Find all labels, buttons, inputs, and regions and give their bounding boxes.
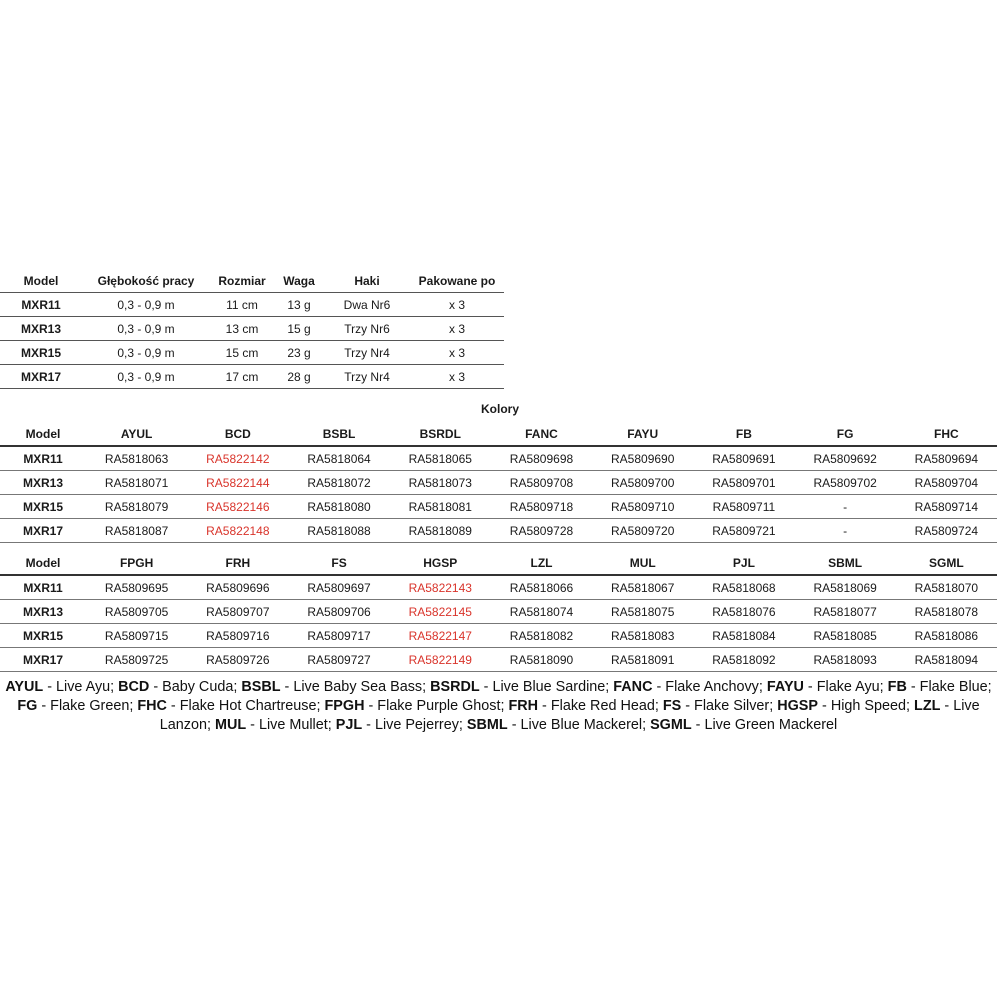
- legend-code: AYUL: [5, 679, 44, 695]
- legend-description: Flake Hot Chartreuse: [179, 698, 317, 714]
- table-cell: RA5822149: [390, 648, 491, 672]
- table-cell: RA5809715: [86, 624, 187, 648]
- table-cell: 0,3 - 0,9 m: [82, 365, 210, 389]
- table-cell: 11 cm: [210, 293, 274, 317]
- column-header-haki: Haki: [324, 269, 410, 293]
- table-cell: RA5818072: [288, 471, 389, 495]
- table-cell: RA5809707: [187, 600, 288, 624]
- table-cell: RA5809721: [693, 519, 794, 543]
- table-cell: RA5809695: [86, 575, 187, 600]
- table-cell: RA5818070: [896, 575, 997, 600]
- table-cell: RA5818086: [896, 624, 997, 648]
- model-cell: MXR11: [0, 575, 86, 600]
- legend-code: MUL: [214, 717, 247, 733]
- model-cell: MXR13: [0, 317, 82, 341]
- legend-description: Flake Purple Ghost: [377, 698, 501, 714]
- column-header-waga: Waga: [274, 269, 324, 293]
- table-cell: RA5809705: [86, 600, 187, 624]
- legend-description: Live Mullet: [258, 717, 328, 733]
- model-cell: MXR17: [0, 519, 86, 543]
- specification-table: [0, 269, 504, 389]
- table-cell: RA5818078: [896, 600, 997, 624]
- table-row: [0, 600, 997, 624]
- table-cell: RA5818077: [795, 600, 896, 624]
- table-cell: RA5809724: [896, 519, 997, 543]
- table-cell: RA5809718: [491, 495, 592, 519]
- column-header-sgml: SGML: [896, 551, 997, 575]
- legend-code: SGML: [650, 717, 692, 733]
- legend-code: BSBL: [241, 679, 281, 695]
- table-cell: -: [795, 519, 896, 543]
- legend-description: Flake Silver: [694, 698, 770, 714]
- legend-description: Live Ayu: [56, 679, 111, 695]
- table-cell: RA5818083: [592, 624, 693, 648]
- table-cell: RA5809728: [491, 519, 592, 543]
- column-header-model: Model: [0, 422, 86, 446]
- table-cell: RA5818081: [390, 495, 491, 519]
- column-header-fpgh: FPGH: [86, 551, 187, 575]
- model-cell: MXR15: [0, 341, 82, 365]
- colors-title: Kolory: [480, 402, 519, 416]
- table-row: [0, 365, 504, 389]
- model-cell: MXR11: [0, 293, 82, 317]
- model-cell: MXR11: [0, 446, 86, 471]
- table-cell: RA5818092: [693, 648, 794, 672]
- table-cell: RA5818069: [795, 575, 896, 600]
- table-cell: RA5809701: [693, 471, 794, 495]
- table-cell: RA5818063: [86, 446, 187, 471]
- table-cell: Trzy Nr4: [324, 341, 410, 365]
- table-row: [0, 624, 997, 648]
- table-cell: RA5818090: [491, 648, 592, 672]
- table-cell: RA5809716: [187, 624, 288, 648]
- table-cell: RA5809710: [592, 495, 693, 519]
- legend-code: FRH: [508, 698, 539, 714]
- table-cell: RA5822143: [390, 575, 491, 600]
- column-header-fhc: FHC: [896, 422, 997, 446]
- table-cell: 15 cm: [210, 341, 274, 365]
- table-cell: RA5809725: [86, 648, 187, 672]
- table-cell: RA5809727: [288, 648, 389, 672]
- table-cell: RA5818075: [592, 600, 693, 624]
- table-cell: RA5809700: [592, 471, 693, 495]
- table-cell: RA5818064: [288, 446, 389, 471]
- column-header-fanc: FANC: [491, 422, 592, 446]
- column-header-fs: FS: [288, 551, 389, 575]
- table-cell: RA5818080: [288, 495, 389, 519]
- table-cell: RA5809720: [592, 519, 693, 543]
- table-cell: RA5809694: [896, 446, 997, 471]
- legend-code: FANC: [613, 679, 653, 695]
- legend-code: BCD: [118, 679, 150, 695]
- table-row: [0, 341, 504, 365]
- table-cell: RA5809714: [896, 495, 997, 519]
- table-cell: RA5822142: [187, 446, 288, 471]
- model-cell: MXR13: [0, 600, 86, 624]
- table-cell: RA5822148: [187, 519, 288, 543]
- table-cell: RA5818073: [390, 471, 491, 495]
- legend-code: HGSP: [777, 698, 819, 714]
- column-header-bsbl: BSBL: [288, 422, 389, 446]
- table-cell: 13 cm: [210, 317, 274, 341]
- table-cell: RA5809711: [693, 495, 794, 519]
- table-cell: RA5818085: [795, 624, 896, 648]
- model-cell: MXR17: [0, 648, 86, 672]
- table-cell: RA5809717: [288, 624, 389, 648]
- table-cell: RA5818093: [795, 648, 896, 672]
- column-header-bsrdl: BSRDL: [390, 422, 491, 446]
- column-header-bcd: BCD: [187, 422, 288, 446]
- legend-code: FAYU: [766, 679, 804, 695]
- table-row: [0, 446, 997, 471]
- table-cell: RA5809696: [187, 575, 288, 600]
- table-row: [0, 495, 997, 519]
- table-cell: 15 g: [274, 317, 324, 341]
- table-cell: 0,3 - 0,9 m: [82, 317, 210, 341]
- table-cell: x 3: [410, 341, 504, 365]
- legend-description: Live Blue Sardine: [492, 679, 606, 695]
- table-cell: RA5818089: [390, 519, 491, 543]
- table-cell: RA5818084: [693, 624, 794, 648]
- table-cell: 23 g: [274, 341, 324, 365]
- legend-code: FB: [887, 679, 907, 695]
- table-cell: RA5818091: [592, 648, 693, 672]
- table-cell: RA5818071: [86, 471, 187, 495]
- table-cell: -: [795, 495, 896, 519]
- legend-code: FS: [662, 698, 682, 714]
- column-header-model: Model: [0, 551, 86, 575]
- table-cell: RA5818094: [896, 648, 997, 672]
- legend-description: Live Lanzon: [159, 698, 980, 733]
- table-cell: RA5809708: [491, 471, 592, 495]
- legend-description: Live Green Mackerel: [704, 717, 838, 733]
- table-cell: RA5822145: [390, 600, 491, 624]
- table-cell: RA5818087: [86, 519, 187, 543]
- table-cell: RA5809706: [288, 600, 389, 624]
- table-row: [0, 575, 997, 600]
- table-cell: RA5818082: [491, 624, 592, 648]
- legend-code: FHC: [137, 698, 167, 714]
- legend-code: BSRDL: [430, 679, 480, 695]
- table-cell: Dwa Nr6: [324, 293, 410, 317]
- legend-description: Live Pejerrey: [374, 717, 459, 733]
- table-cell: RA5809697: [288, 575, 389, 600]
- table-cell: RA5818066: [491, 575, 592, 600]
- legend-code: LZL: [914, 698, 941, 714]
- column-header-lzl: LZL: [491, 551, 592, 575]
- column-header-fayu: FAYU: [592, 422, 693, 446]
- legend-description: Flake Green: [50, 698, 130, 714]
- table-cell: RA5818067: [592, 575, 693, 600]
- table-row: [0, 648, 997, 672]
- table-cell: RA5809692: [795, 446, 896, 471]
- column-header-ayul: AYUL: [86, 422, 187, 446]
- legend-code: FG: [17, 698, 38, 714]
- column-header-pjl: PJL: [693, 551, 794, 575]
- model-cell: MXR15: [0, 495, 86, 519]
- legend-description: Flake Red Head: [550, 698, 655, 714]
- table-cell: RA5809704: [896, 471, 997, 495]
- legend-description: Flake Anchovy: [665, 679, 759, 695]
- table-cell: x 3: [410, 293, 504, 317]
- legend-description: High Speed: [830, 698, 907, 714]
- table-cell: RA5822147: [390, 624, 491, 648]
- model-cell: MXR13: [0, 471, 86, 495]
- table-row: [0, 471, 997, 495]
- column-header-rozmiar: Rozmiar: [210, 269, 274, 293]
- table-cell: RA5818076: [693, 600, 794, 624]
- legend-description: Flake Ayu: [816, 679, 880, 695]
- table-row: [0, 519, 997, 543]
- table-cell: Trzy Nr6: [324, 317, 410, 341]
- table-cell: RA5809726: [187, 648, 288, 672]
- legend-description: Live Baby Sea Bass: [293, 679, 423, 695]
- colors-2-header-row: [0, 551, 997, 575]
- table-row: [0, 293, 504, 317]
- legend-description: Live Blue Mackerel: [520, 717, 643, 733]
- table-cell: RA5818065: [390, 446, 491, 471]
- table-cell: x 3: [410, 317, 504, 341]
- table-cell: RA5818079: [86, 495, 187, 519]
- model-cell: MXR17: [0, 365, 82, 389]
- table-cell: Trzy Nr4: [324, 365, 410, 389]
- column-header-fg: FG: [795, 422, 896, 446]
- colors-table-1: [0, 422, 997, 543]
- column-header-mul: MUL: [592, 551, 693, 575]
- table-cell: RA5822144: [187, 471, 288, 495]
- column-header-g-boko-pracy: Głębokość pracy: [82, 269, 210, 293]
- table-cell: 0,3 - 0,9 m: [82, 293, 210, 317]
- table-cell: 17 cm: [210, 365, 274, 389]
- legend-code: SBML: [466, 717, 508, 733]
- column-header-frh: FRH: [187, 551, 288, 575]
- table-row: [0, 317, 504, 341]
- table-cell: RA5809690: [592, 446, 693, 471]
- table-cell: RA5818074: [491, 600, 592, 624]
- spec-header-row: [0, 269, 504, 293]
- table-cell: 0,3 - 0,9 m: [82, 341, 210, 365]
- table-cell: RA5822146: [187, 495, 288, 519]
- legend-description: Flake Blue: [919, 679, 988, 695]
- color-code-legend: AYUL - Live Ayu; BCD - Baby Cuda; BSBL - Live Baby Sea Bass; BSRDL - Live Blue Sardine; FANC - Flake Anchovy; FAYU - Flake Ayu; FB - Flake Blue; FG - Flake Green; FHC - Flake Hot Chartreuse; FPGH - Flake Purple Ghost; FRH - Flake Red Head; FS - Flake Silver; HGSP - High Speed; LZL - Live Lanzon; MUL - Live Mullet; PJL - Live Pejerrey; SBML - Live Blue Mackerel; SGML - Live Green Mackerel: [5, 679, 992, 733]
- table-cell: 13 g: [274, 293, 324, 317]
- column-header-model: Model: [0, 269, 82, 293]
- column-header-fb: FB: [693, 422, 794, 446]
- colors-table-2: [0, 551, 997, 672]
- legend-description: Baby Cuda: [162, 679, 234, 695]
- table-cell: RA5809698: [491, 446, 592, 471]
- colors-1-header-row: [0, 422, 997, 446]
- legend-code: PJL: [335, 717, 363, 733]
- table-cell: RA5809691: [693, 446, 794, 471]
- table-cell: x 3: [410, 365, 504, 389]
- legend-code: FPGH: [324, 698, 365, 714]
- table-cell: RA5818068: [693, 575, 794, 600]
- column-header-pakowane-po: Pakowane po: [410, 269, 504, 293]
- table-cell: RA5809702: [795, 471, 896, 495]
- column-header-sbml: SBML: [795, 551, 896, 575]
- table-cell: 28 g: [274, 365, 324, 389]
- model-cell: MXR15: [0, 624, 86, 648]
- table-cell: RA5818088: [288, 519, 389, 543]
- column-header-hgsp: HGSP: [390, 551, 491, 575]
